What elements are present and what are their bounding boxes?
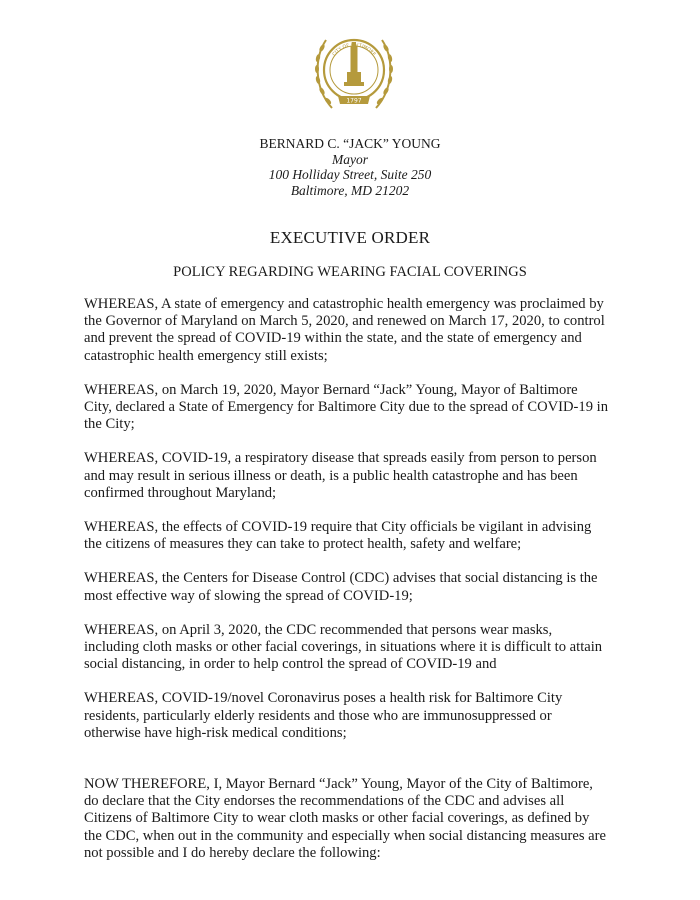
mayor-title: Mayor xyxy=(332,151,368,167)
document-subtitle: POLICY REGARDING WEARING FACIAL COVERINGS xyxy=(173,264,527,280)
document-body xyxy=(84,296,644,879)
whereas-paragraph-7: WHEREAS, COVID-19/novel Coronavirus poses a health risk for Baltimore City residents, particularly elderly residents and those who are immunosuppressed or otherwise have high-risk medical conditions; xyxy=(84,690,563,741)
letterhead xyxy=(0,136,700,198)
now-therefore-paragraph: NOW THEREFORE, I, Mayor Bernard “Jack” Young, Mayor of the City of Baltimore, do declare that the City endorses the recommendations of the CDC and advises all Citizens of Baltimore City to wear cloth masks or other facial coverings, as defined by the CDC, when out in the community and especially when social distancing measures are not possible and I do hereby declare the following: xyxy=(84,776,606,861)
whereas-paragraph-4: WHEREAS, the effects of COVID-19 require that City officials be vigilant in advising the citizens of measures they can take to protect health, safety and welfare; xyxy=(84,519,592,553)
whereas-paragraph-1: WHEREAS, A state of emergency and catastrophic health emergency was proclaimed by the Governor of Maryland on March 5, 2020, and renewed on March 17, 2020, to control and prevent the spread of COVID-19 within the state, and the state of emergency and catastrophic health emergency still exists; xyxy=(84,296,605,364)
city-seal-icon xyxy=(308,18,400,124)
seal-ring-text: CITY OF BALTIMORE xyxy=(332,42,376,58)
document-title: EXECUTIVE ORDER xyxy=(269,228,431,247)
whereas-paragraph-2: WHEREAS, on March 19, 2020, Mayor Bernard “Jack” Young, Mayor of Baltimore City, declared a State of Emergency for Baltimore City due to the spread of COVID-19 in the City; xyxy=(84,381,609,433)
seal-year: 1797 xyxy=(346,97,362,105)
mayor-name: BERNARD C. “JACK” YOUNG xyxy=(259,136,441,151)
address-street: 100 Holliday Street, Suite 250 xyxy=(268,167,432,182)
whereas-paragraph-6: WHEREAS, on April 3, 2020, the CDC recommended that persons wear masks, including cloth masks or other facial coverings, in situations where it is difficult to attain social distancing, in order to help control the spread of COVID-19 and xyxy=(84,621,603,673)
address-city: Baltimore, MD 21202 xyxy=(290,182,410,198)
whereas-paragraph-5: WHEREAS, the Centers for Disease Control (CDC) advises that social distancing is the most effective way of slowing the spread of COVID-19; xyxy=(84,570,598,604)
whereas-paragraph-3: WHEREAS, COVID-19, a respiratory disease that spreads easily from person to person and may result in serious illness or death, is a public health catastrophe and has been confirmed throughout Maryland; xyxy=(84,450,597,501)
